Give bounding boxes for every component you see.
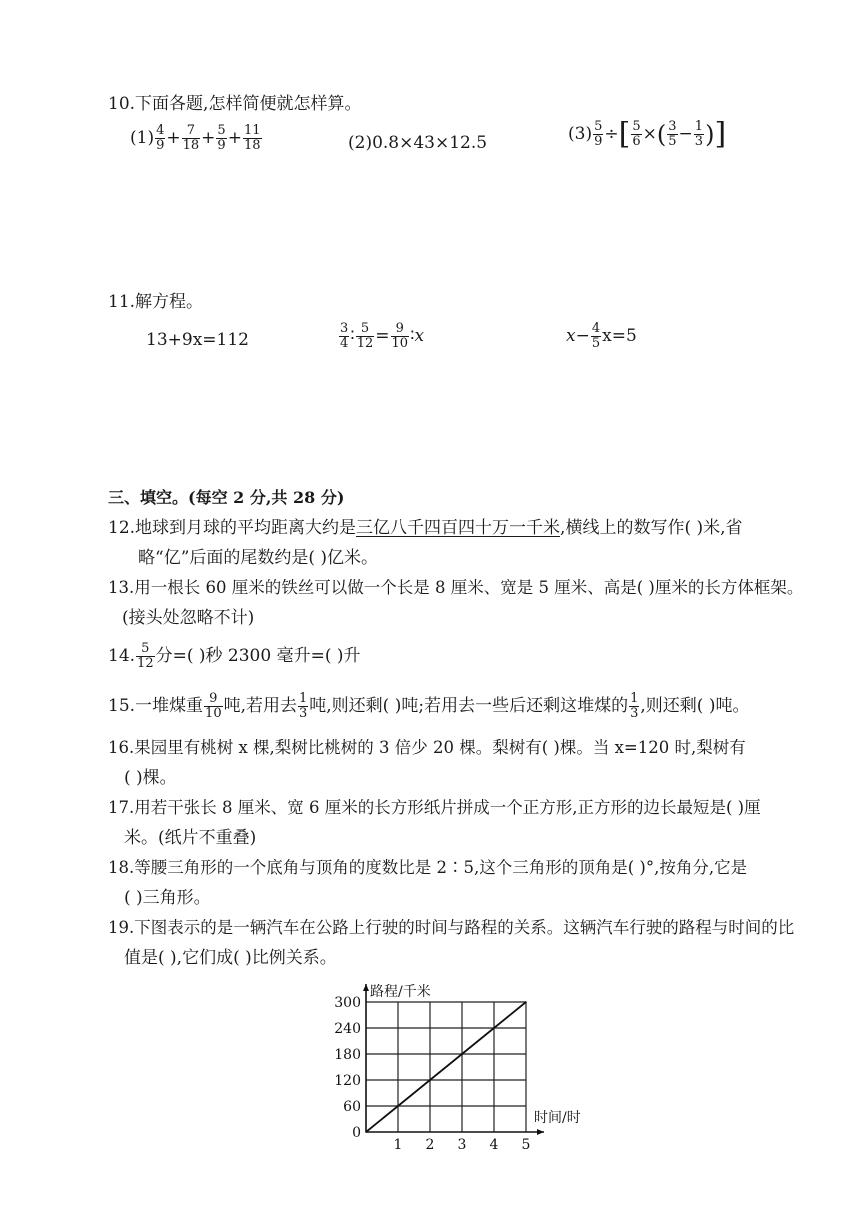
q13-line2: (接头处忽略不计) <box>122 608 255 628</box>
fraction: $\frac{3}{5}$ <box>668 119 677 149</box>
underlined-text: 三亿八千四百四十万一千米 <box>356 518 561 538</box>
q13-line1: 13.用一根长 60 厘米的铁丝可以做一个长是 8 厘米、宽是 5 厘米、高是( )厘米的长方体框架。 <box>108 578 804 597</box>
q19-line1: 19.下图表示的是一辆汽车在公路上行驶的时间与路程的关系。这辆汽车行驶的路程与时间的比 <box>108 918 795 937</box>
x-tick-label: 2 <box>425 1137 435 1153</box>
q10-p3-label: (3) <box>568 124 593 144</box>
x-tick-label: 3 <box>457 1137 467 1153</box>
fraction: $\frac{5}{9}$ <box>217 123 226 153</box>
q10-title: 10.下面各题,怎样简便就怎样算。 <box>108 94 362 114</box>
q11-title: 11.解方程。 <box>108 292 204 312</box>
x-tick-label: 1 <box>393 1137 403 1153</box>
y-tick-label: 120 <box>334 1073 361 1089</box>
fraction: $\frac{7}{18}$ <box>182 123 200 153</box>
q10-p1-label: (1) <box>130 128 155 148</box>
q12-line2: 略“亿”后面的尾数约是( )亿米。 <box>138 548 379 568</box>
fraction: $\frac{11}{18}$ <box>243 123 261 153</box>
fraction: $\frac{3}{4}$ <box>340 321 349 351</box>
q12-line1: 12.地球到月球的平均距离大约是三亿八千四百四十万一千米,横线上的数写作( )米,省 <box>108 518 743 538</box>
q10-part2: (2)0.8×43×12.5 <box>348 133 488 153</box>
q15: 15.一堆煤重 $\frac{9}{10}$ 吨,若用去 $\frac{1}{3}$ 吨,则还剩( )吨;若用去一些后还剩这堆煤的 $\frac{1}{3}$ ,则还剩( )吨。 <box>108 691 750 721</box>
section-heading: 三、填空。(每空 2 分,共 28 分) <box>108 488 345 507</box>
q17-line1: 17.用若干张长 8 厘米、宽 6 厘米的长方形纸片拼成一个正方形,正方形的边长最短是( )厘 <box>108 798 761 817</box>
q19-line2: 值是( ),它们成( )比例关系。 <box>124 948 337 968</box>
q11-equation2: $\frac{3}{4}$ ∶ $\frac{5}{12}$ = $\frac{9}{10}$ ∶x <box>340 321 425 351</box>
data-point <box>493 1027 495 1029</box>
x-tick-label: 4 <box>489 1137 499 1153</box>
q18-line1: 18.等腰三角形的一个底角与顶角的度数比是 2∶5,这个三角形的顶角是( )°,按角分,它是 <box>108 858 748 877</box>
data-point <box>429 1079 431 1081</box>
chart-svg <box>318 972 598 1162</box>
q17-line2: 米。(纸片不重叠) <box>124 828 257 848</box>
y-axis-label: 路程/千米 <box>370 984 431 1000</box>
data-point <box>525 1001 527 1003</box>
fraction: $\frac{5}{12}$ <box>137 641 154 671</box>
fraction: $\frac{4}{9}$ <box>156 123 165 153</box>
data-point <box>397 1105 399 1107</box>
fraction: $\frac{5}{9}$ <box>594 119 603 149</box>
y-axis-arrow <box>363 984 369 991</box>
series-line <box>366 1002 526 1132</box>
x-axis-arrow <box>537 1129 544 1135</box>
x-axis-label: 时间/时 <box>534 1110 581 1126</box>
q10-part3: (3) $\frac{5}{9}$ ÷[ $\frac{5}{6}$ ×( $\frac{3}{5}$ − $\frac{1}{3}$ )] <box>568 116 727 152</box>
fraction: $\frac{9}{10}$ <box>205 691 222 721</box>
q14: 14. $\frac{5}{12}$ 分=( )秒 2300 毫升=( )升 <box>108 641 361 671</box>
y-tick-label: 0 <box>352 1125 361 1141</box>
q18-line2: ( )三角形。 <box>124 888 211 908</box>
q16-line2: ( )棵。 <box>124 768 177 788</box>
fraction: $\frac{1}{3}$ <box>694 119 704 149</box>
q10-part1: (1) $\frac{4}{9}$ + $\frac{7}{18}$ + $\frac{5}{9}$ + $\frac{11}{18}$ <box>130 123 261 153</box>
fraction: $\frac{4}{5}$ <box>591 321 601 351</box>
distance-time-chart <box>318 972 598 1162</box>
x-tick-label: 5 <box>521 1137 531 1153</box>
fraction: $\frac{1}{3}$ <box>299 691 308 721</box>
fraction: $\frac{5}{6}$ <box>632 119 641 149</box>
y-tick-label: 300 <box>334 995 361 1011</box>
y-tick-label: 180 <box>334 1047 361 1063</box>
data-point <box>365 1131 367 1133</box>
fraction: $\frac{9}{10}$ <box>391 321 409 351</box>
y-tick-label: 60 <box>343 1099 361 1115</box>
y-tick-label: 240 <box>334 1021 361 1037</box>
q16-line1: 16.果园里有桃树 x 棵,梨树比桃树的 3 倍少 20 棵。梨树有( )棵。当 x=120 时,梨树有 <box>108 738 746 757</box>
q11-equation1: 13+9x=112 <box>146 330 249 350</box>
q11-equation3: x− $\frac{4}{5}$ x=5 <box>566 321 637 351</box>
data-point <box>461 1053 463 1055</box>
fraction: $\frac{1}{3}$ <box>630 691 639 721</box>
fraction: $\frac{5}{12}$ <box>356 321 374 351</box>
